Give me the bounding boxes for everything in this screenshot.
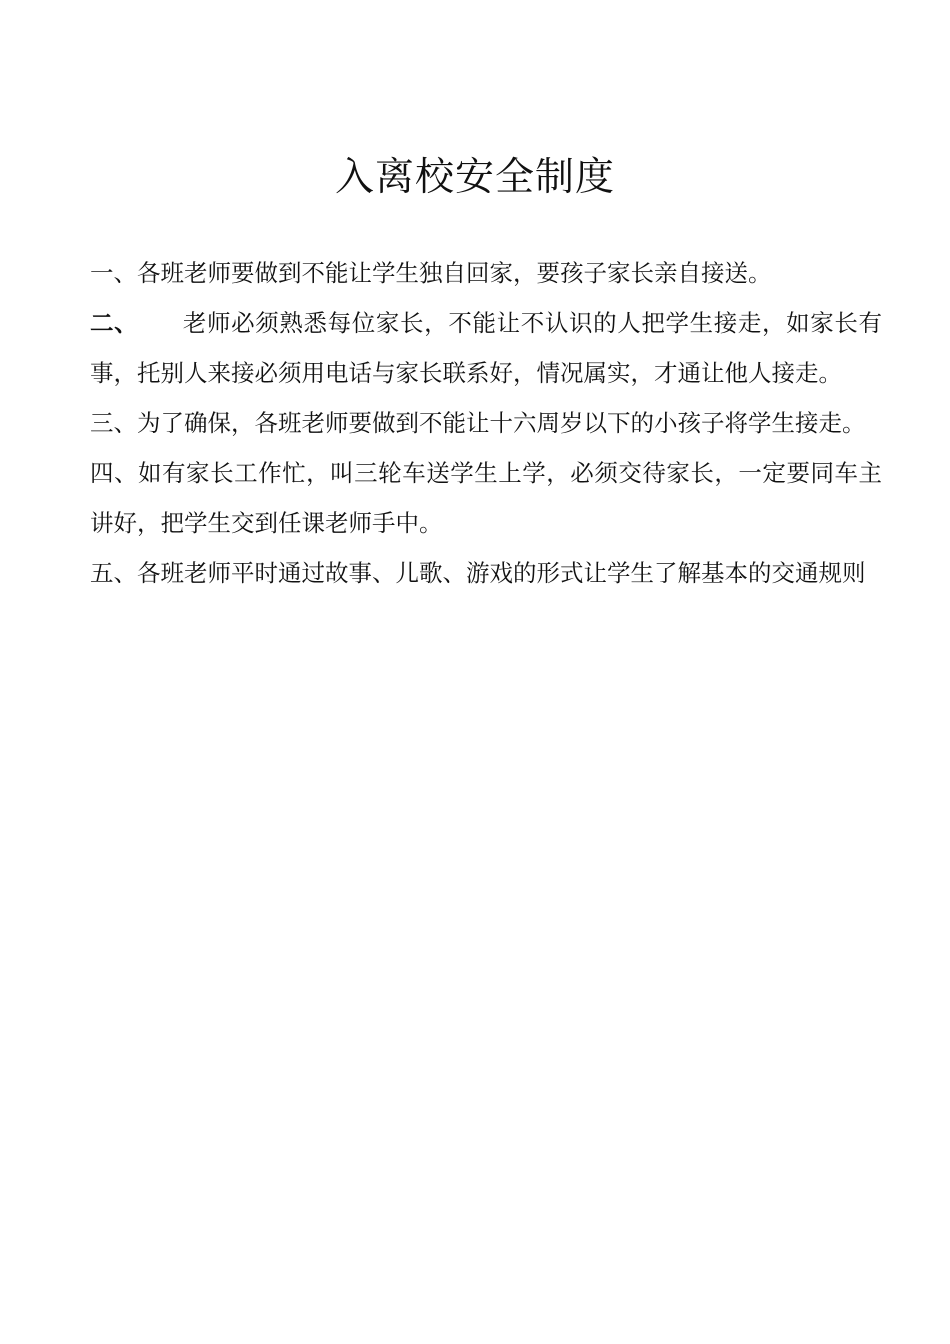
- document-body: [90, 248, 882, 598]
- rule-number-3: 三、: [90, 409, 137, 437]
- rule-paragraph-2: [90, 298, 882, 398]
- rule-text-2: 老师必须熟悉每位家长，不能让不认识的人把学生接走，如家长有事，托别人来接必须用电话与家长联系好，情况属实，才通让他人接走。: [90, 309, 883, 387]
- rule-number-5: 五、: [90, 559, 137, 587]
- document-title: 入离校安全制度: [334, 155, 615, 200]
- rule-paragraph-5: [90, 548, 882, 598]
- rule-text-3: 为了确保，各班老师要做到不能让十六周岁以下的小孩子将学生接走。: [137, 409, 866, 437]
- rule-text-4: 如有家长工作忙，叫三轮车送学生上学，必须交待家长，一定要同车主讲好，把学生交到任课老师手中。: [90, 459, 882, 537]
- rule-number-2: 二、: [90, 309, 139, 337]
- rule-text-5: 各班老师平时通过故事、儿歌、游戏的形式让学生了解基本的交通规则: [137, 559, 866, 587]
- rule-number-1: 一、: [90, 259, 137, 287]
- rule-paragraph-1: [90, 248, 882, 298]
- rule-text-1: 各班老师要做到不能让学生独自回家，要孩子家长亲自接送。: [137, 259, 772, 287]
- rule-number-4: 四、: [90, 459, 139, 487]
- rule-paragraph-3: [90, 398, 882, 448]
- rule-paragraph-4: [90, 448, 882, 548]
